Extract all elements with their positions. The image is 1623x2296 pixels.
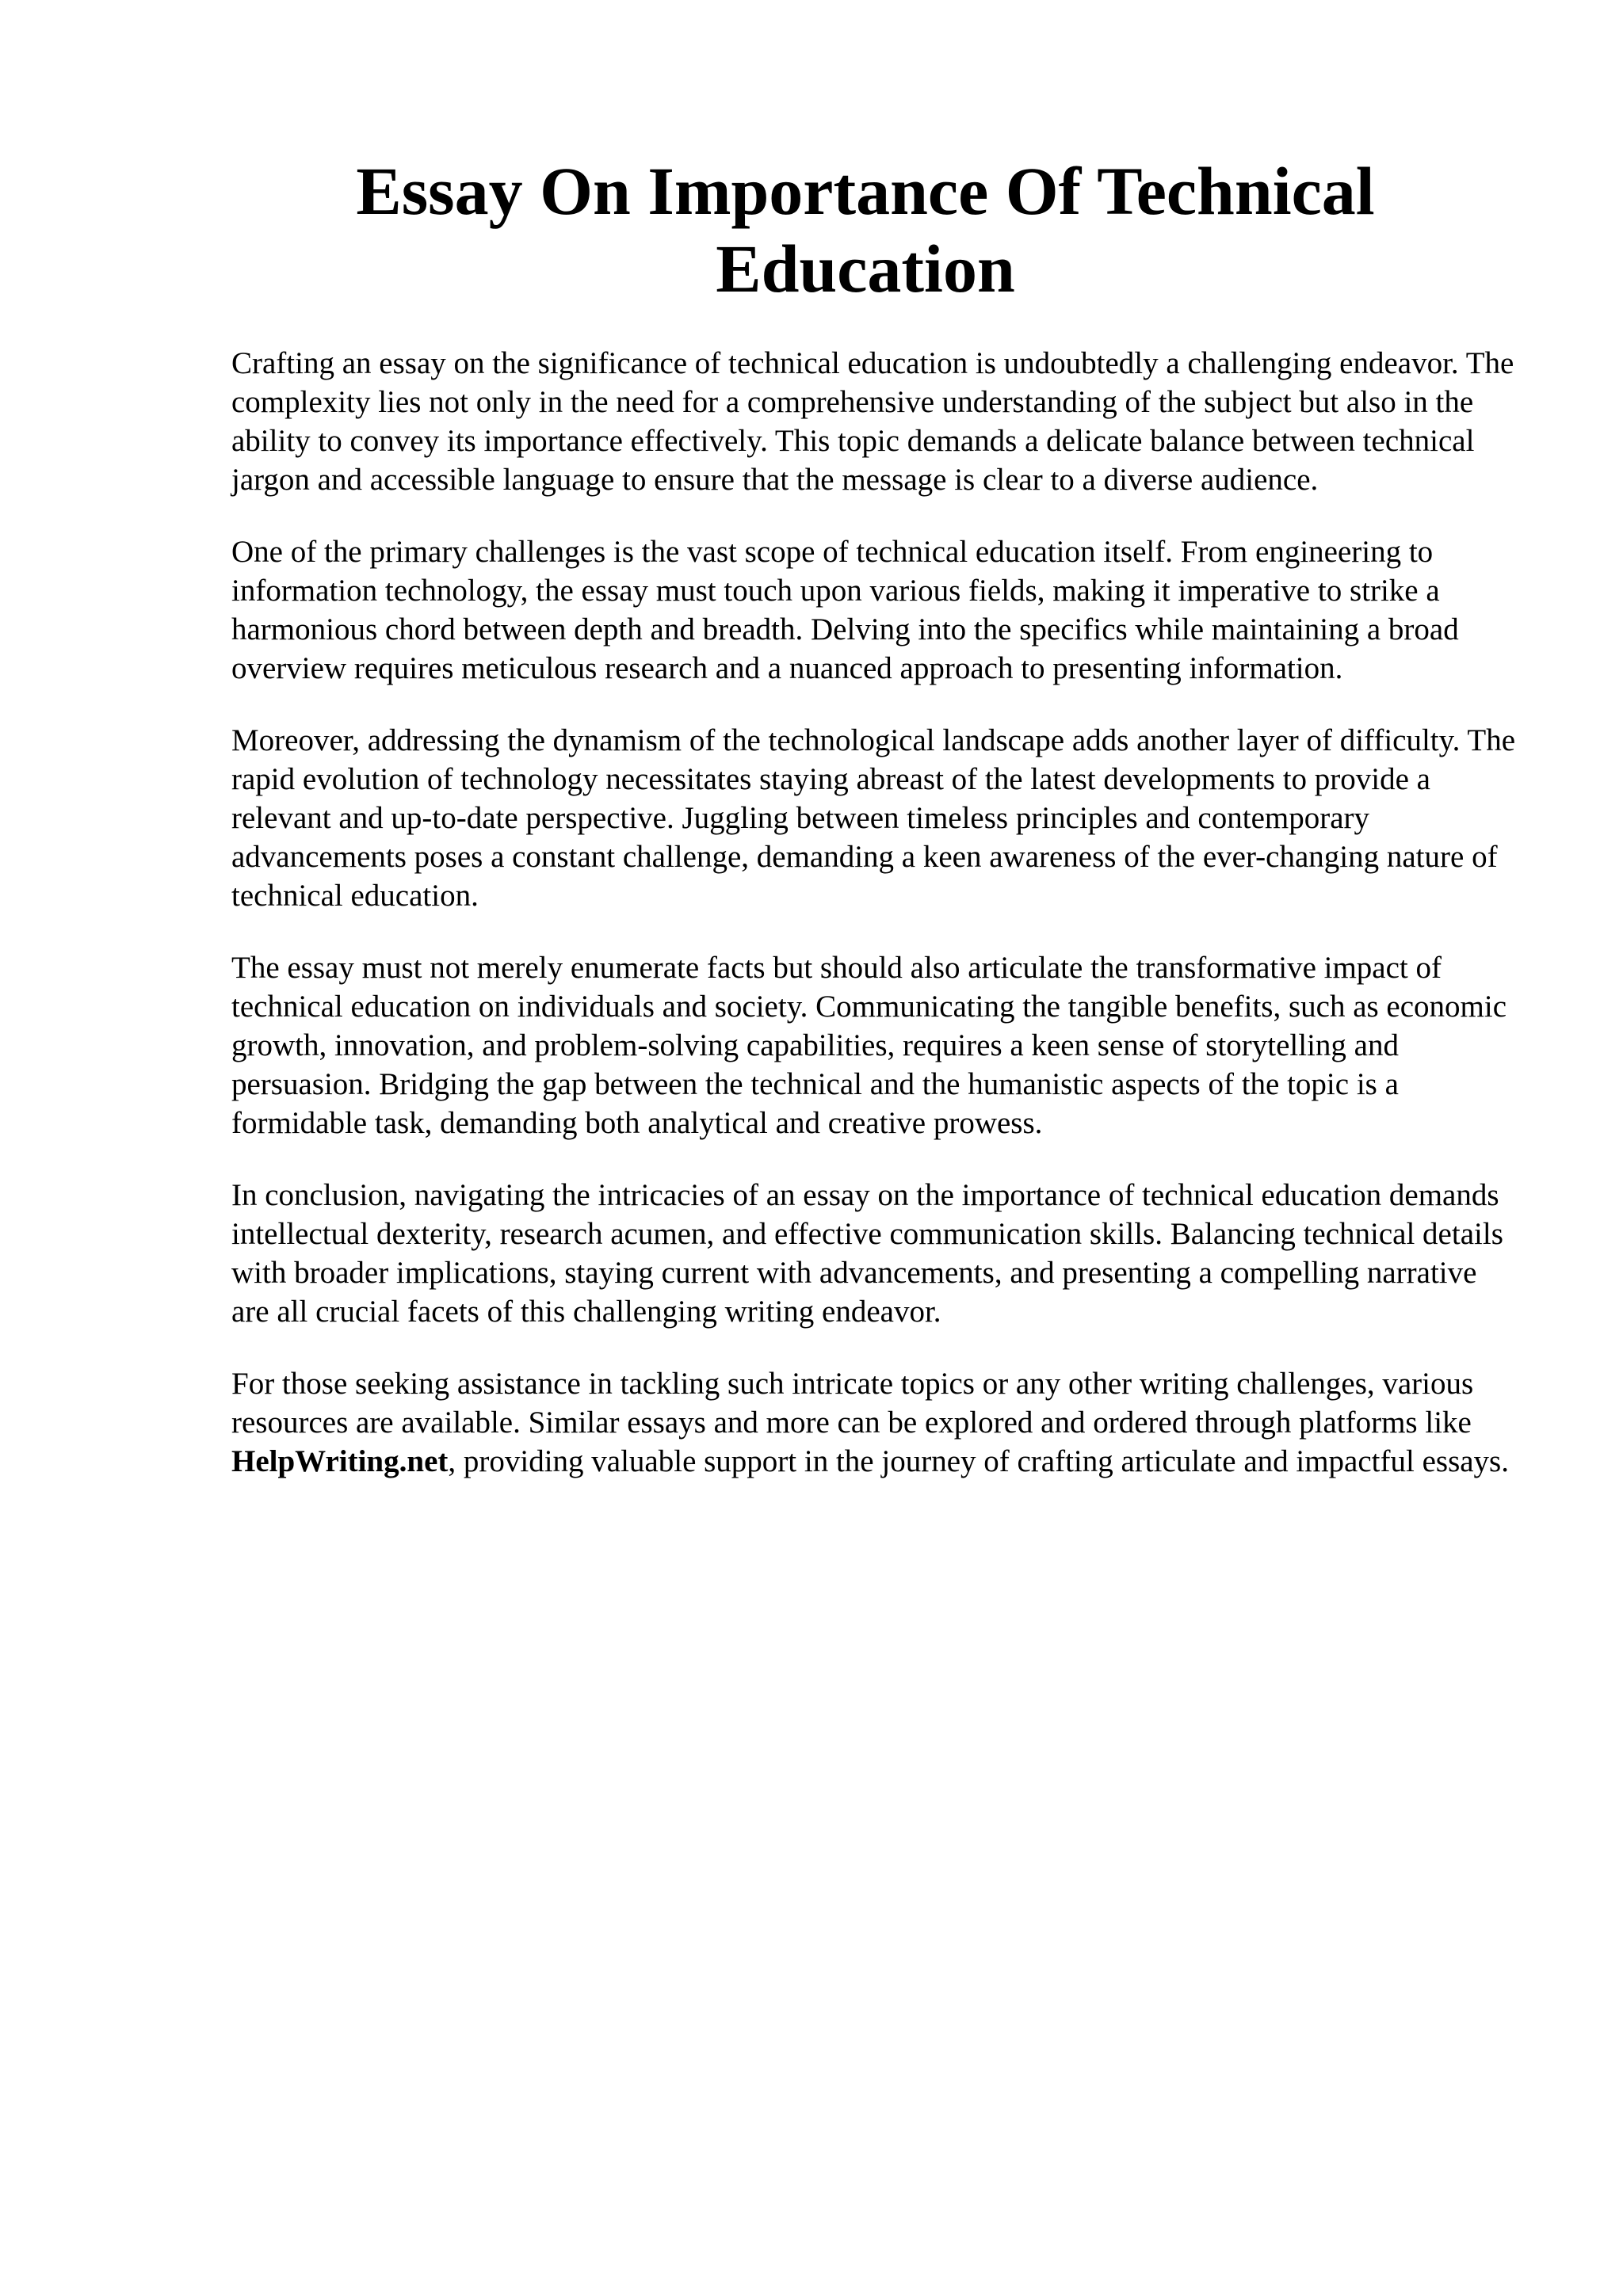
paragraph-3: Moreover, addressing the dynamism of the technological landscape adds another layer of difficulty. The rapid evolution of technology necessitates staying abreast of the latest developments to provide a relevant and up-to-date perspective. Juggling between timeless principles and contemporary advancements poses a constant challenge, demanding a keen awareness of the ever-changing nature of technical education. [231, 723, 1516, 913]
closing-text-before: For those seeking assistance in tackling such intricate topics or any other writing challenges, various resources are available. Similar essays and more can be explored and ordered through platforms like [231, 1367, 1474, 1440]
essay-body [231, 344, 1520, 1514]
paragraph-5: In conclusion, navigating the intricacies of an essay on the importance of technical education demands intellectual dexterity, research acumen, and effective communication skills. Balancing technical details with broader implications, staying current with advancements, and presenting a compelling narrative are all crucial facets of this challenging writing endeavor. [231, 1178, 1503, 1329]
helpwriting-link[interactable]: HelpWriting.net [231, 1444, 449, 1478]
paragraph-2: One of the primary challenges is the vast scope of technical education itself. From engineering to information technology, the essay must touch upon various fields, making it imperative to strike a harmonious chord between depth and breadth. Delving into the specifics while maintaining a broad overview requires meticulous research and a nuanced approach to presenting information. [231, 535, 1459, 685]
closing-text-after: , providing valuable support in the journey of crafting articulate and impactful essays. [448, 1444, 1509, 1478]
paragraph-1: Crafting an essay on the significance of technical education is undoubtedly a challenging endeavor. The complexity lies not only in the need for a comprehensive understanding of the subject but also in the ability to convey its importance effectively. This topic demands a delicate balance between technical jargon and accessible language to ensure that the message is clear to a diverse audience. [231, 346, 1514, 497]
paragraph-4: The essay must not merely enumerate facts but should also articulate the transformative impact of technical education on individuals and society. Communicating the tangible benefits, such as economic growth, innovation, and problem-solving capabilities, requires a keen sense of storytelling and persuasion. Bridging the gap between the technical and the humanistic aspects of the topic is a formidable task, demanding both analytical and creative prowess. [231, 951, 1507, 1140]
essay-title: Essay On Importance Of Technical Education [356, 153, 1375, 307]
closing-paragraph [231, 1364, 1520, 1481]
